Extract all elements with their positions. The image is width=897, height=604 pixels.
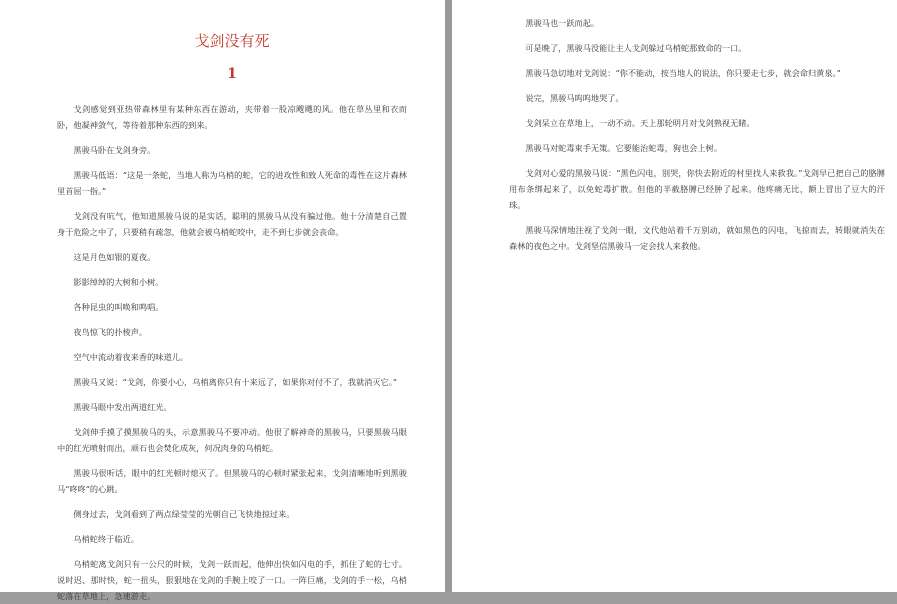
paragraph: 戈剑伸手摸了摸黑骏马的头，示意黑骏马不要冲动。他很了解神奇的黑骏马，只要黑骏马眼中的红光喷射而出，顽石也会焚化成灰，何况肉身的乌梢蛇。 <box>57 427 407 453</box>
book-title: 戈剑没有死 <box>194 32 270 50</box>
paragraph: 侧身过去，戈剑看到了两点绿莹莹的光朝自己飞快地掠过来。 <box>73 509 295 519</box>
paragraph: 黑骏马低语：“这是一条蛇，当地人称为乌梢的蛇，它的进攻性和致人死命的毒性在这片森林里首屈一指。” <box>57 170 407 196</box>
paragraph: 戈剑感觉到亚热带森林里有某种东西在游动，夹带着一股凉飕飕的风。他在草丛里和衣而卧，他凝神敛气，等待着那种东西的到来。 <box>57 104 407 130</box>
paragraph: 乌梢蛇离戈剑只有一公尺的时候，戈剑一跃而起，他伸出快如闪电的手，抓住了蛇的七寸。说时迟、那时快，蛇一扭头，狠狠地在戈剑的手腕上咬了一口。一阵巨痛，戈剑的手一松，乌梢蛇落在草地上，急速游走。 <box>57 559 407 601</box>
paragraph: 空气中流动着夜来香的味道儿。 <box>73 352 189 362</box>
paragraph: 影影绰绰的大树和小树。 <box>73 277 164 287</box>
paragraph: 夜鸟惊飞的扑棱声。 <box>73 327 148 337</box>
page-gutter <box>445 0 452 592</box>
chapter-number: 1 <box>227 66 237 82</box>
paragraph: 黑骏马也一跃而起。 <box>525 18 600 28</box>
paragraph: 乌梢蛇终于临近。 <box>73 534 139 544</box>
paragraph: 各种昆虫的叫唤和鸣唱。 <box>73 302 164 312</box>
paragraph: 黑骏马眼中发出两道红光。 <box>73 402 172 412</box>
paragraph: 戈剑对心爱的黑骏马说：“黑色闪电，别哭，你快去附近的村里找人来救我。”戈剑早已把自己的胳膊用布条绑起来了，以免蛇毒扩散。但他的半截胳膊已经肿了起来。他疼痛无比，额上冒出了豆大的汗珠。 <box>509 168 885 210</box>
left-page <box>0 0 445 601</box>
paragraph: 这是月色如银的夏夜。 <box>73 252 156 262</box>
paragraph: 黑骏马卧在戈剑身旁。 <box>73 145 156 155</box>
right-page <box>452 0 897 592</box>
paragraph: 戈剑呆立在草地上，一动不动。天上那轮明月对戈剑熟视无睹。 <box>525 118 755 128</box>
paragraph: 黑骏马对蛇毒束手无策。它要能治蛇毒，狗也会上树。 <box>525 143 722 153</box>
paragraph: 黑骏马急切地对戈剑说：“你不能动，按当地人的说法，你只要走七步，就会命归黄泉。” <box>525 68 841 78</box>
paragraph: 可是晚了，黑骏马没能让主人戈剑躲过乌梢蛇那致命的一口。 <box>525 43 747 53</box>
paragraph: 说完，黑骏马呜呜地哭了。 <box>525 93 624 103</box>
paragraph: 黑骏马很听话，眼中的红光顿时熄灭了。但黑骏马的心顿时紧张起来，戈剑清晰地听到黑骏马“咚咚”的心跳。 <box>57 468 407 494</box>
paragraph: 黑骏马深情地注视了戈剑一眼，文代他站着千万别动，就如黑色的闪电，飞掠而去，转眼就消失在森林的夜色之中。戈剑坚信黑骏马一定会找人来救他。 <box>509 225 885 251</box>
paragraph: 黑骏马又说：“戈剑，你要小心，乌梢离你只有十来远了，如果你对付不了，我就消灭它。” <box>73 377 397 387</box>
paragraph: 戈剑没有吭气，他知道黑骏马说的是实话，聪明的黑骏马从没有骗过他。他十分清楚自己置身于危险之中了，只要稍有疏忽，他就会被乌梢蛇咬中，走不到七步就会丧命。 <box>57 211 407 237</box>
